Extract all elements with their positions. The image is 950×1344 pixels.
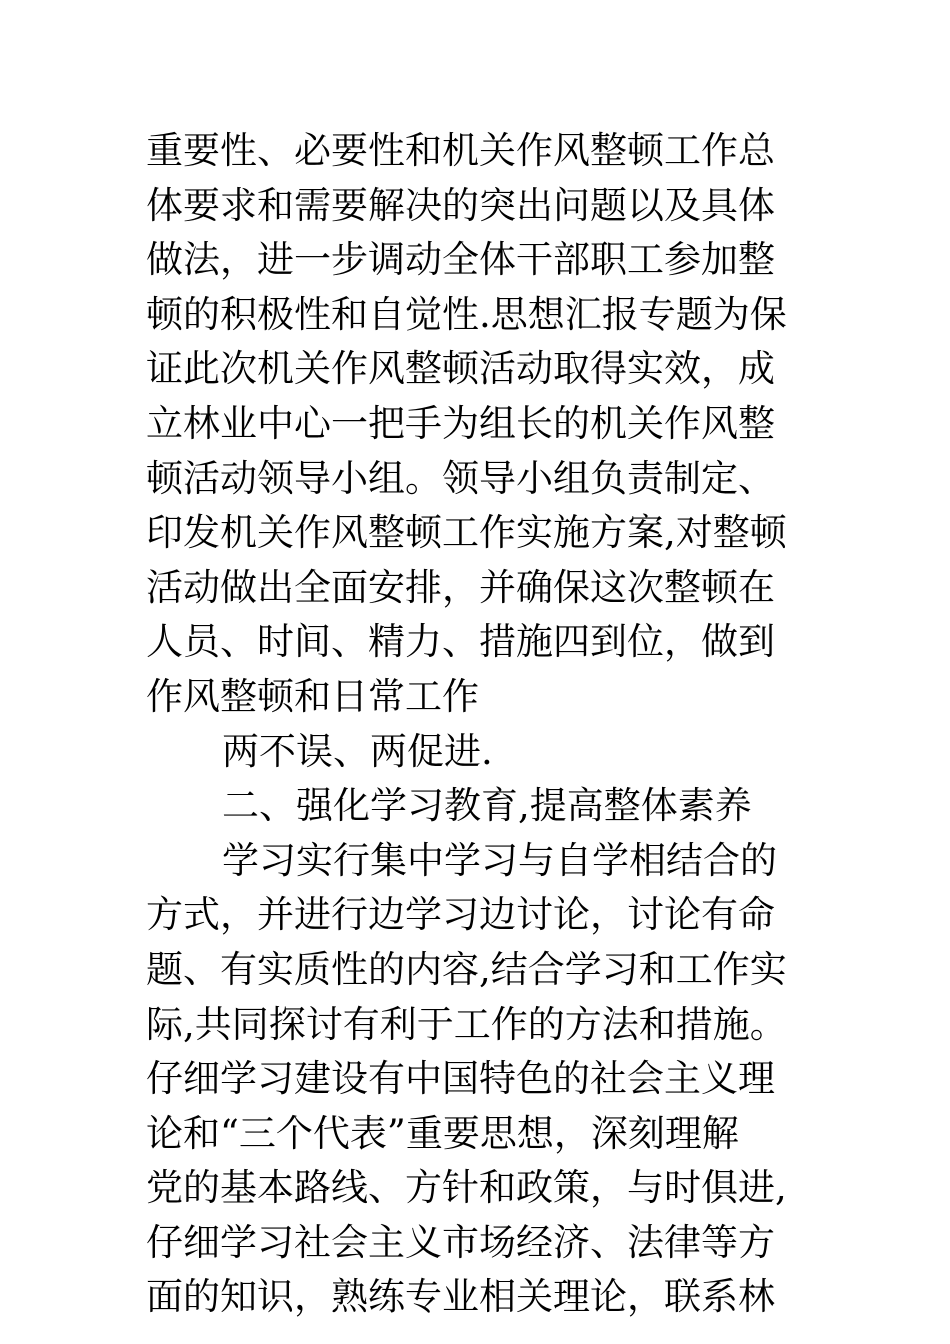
text-line: 方式，并进行边学习边讨论，讨论有命 <box>146 893 775 937</box>
text-line: 活动做出全面安排，并确保这次整顿在 <box>146 565 775 609</box>
text-line: 体要求和需要解决的突出问题以及具体 <box>146 183 775 227</box>
text-line: 做法，进一步调动全体干部职工参加整 <box>146 238 775 282</box>
text-line: 仔细学习建设有中国特色的社会主义理 <box>146 1057 775 1101</box>
text-line: 仔细学习社会主义市场经济、法律等方 <box>146 1220 775 1264</box>
text-line: 论和“三个代表”重要思想，深刻理解 <box>146 1111 739 1155</box>
text-line: 作风整顿和日常工作 <box>146 674 479 718</box>
text-line-indented: 学习实行集中学习与自学相结合的 <box>222 838 777 882</box>
body-text <box>146 124 846 1325</box>
text-line: 题、有实质性的内容,结合学习和工作实 <box>146 947 787 991</box>
text-line-indented: 两不误、两促进. <box>222 729 493 773</box>
text-line: 面的知识，熟练专业相关理论，联系林 <box>146 1275 775 1319</box>
text-line: 立林业中心一把手为组长的机关作风整 <box>146 401 775 445</box>
text-line: 际,共同探讨有利于工作的方法和措施。 <box>146 1002 787 1046</box>
text-line: 顿的积极性和自觉性.思想汇报专题为保 <box>146 292 787 336</box>
text-line: 重要性、必要性和机关作风整顿工作总 <box>146 129 775 172</box>
text-line: 人员、时间、精力、措施四到位，做到 <box>146 620 775 664</box>
text-line: 顿活动领导小组。领导小组负责制定、 <box>146 456 775 500</box>
text-line: 党的基本路线、方针和政策，与时俱进, <box>146 1166 787 1210</box>
text-line: 印发机关作风整顿工作实施方案,对整顿 <box>146 511 787 555</box>
section-heading: 二、强化学习教育,提高整体素养 <box>222 784 752 828</box>
text-line: 证此次机关作风整顿活动取得实效，成 <box>146 347 775 391</box>
